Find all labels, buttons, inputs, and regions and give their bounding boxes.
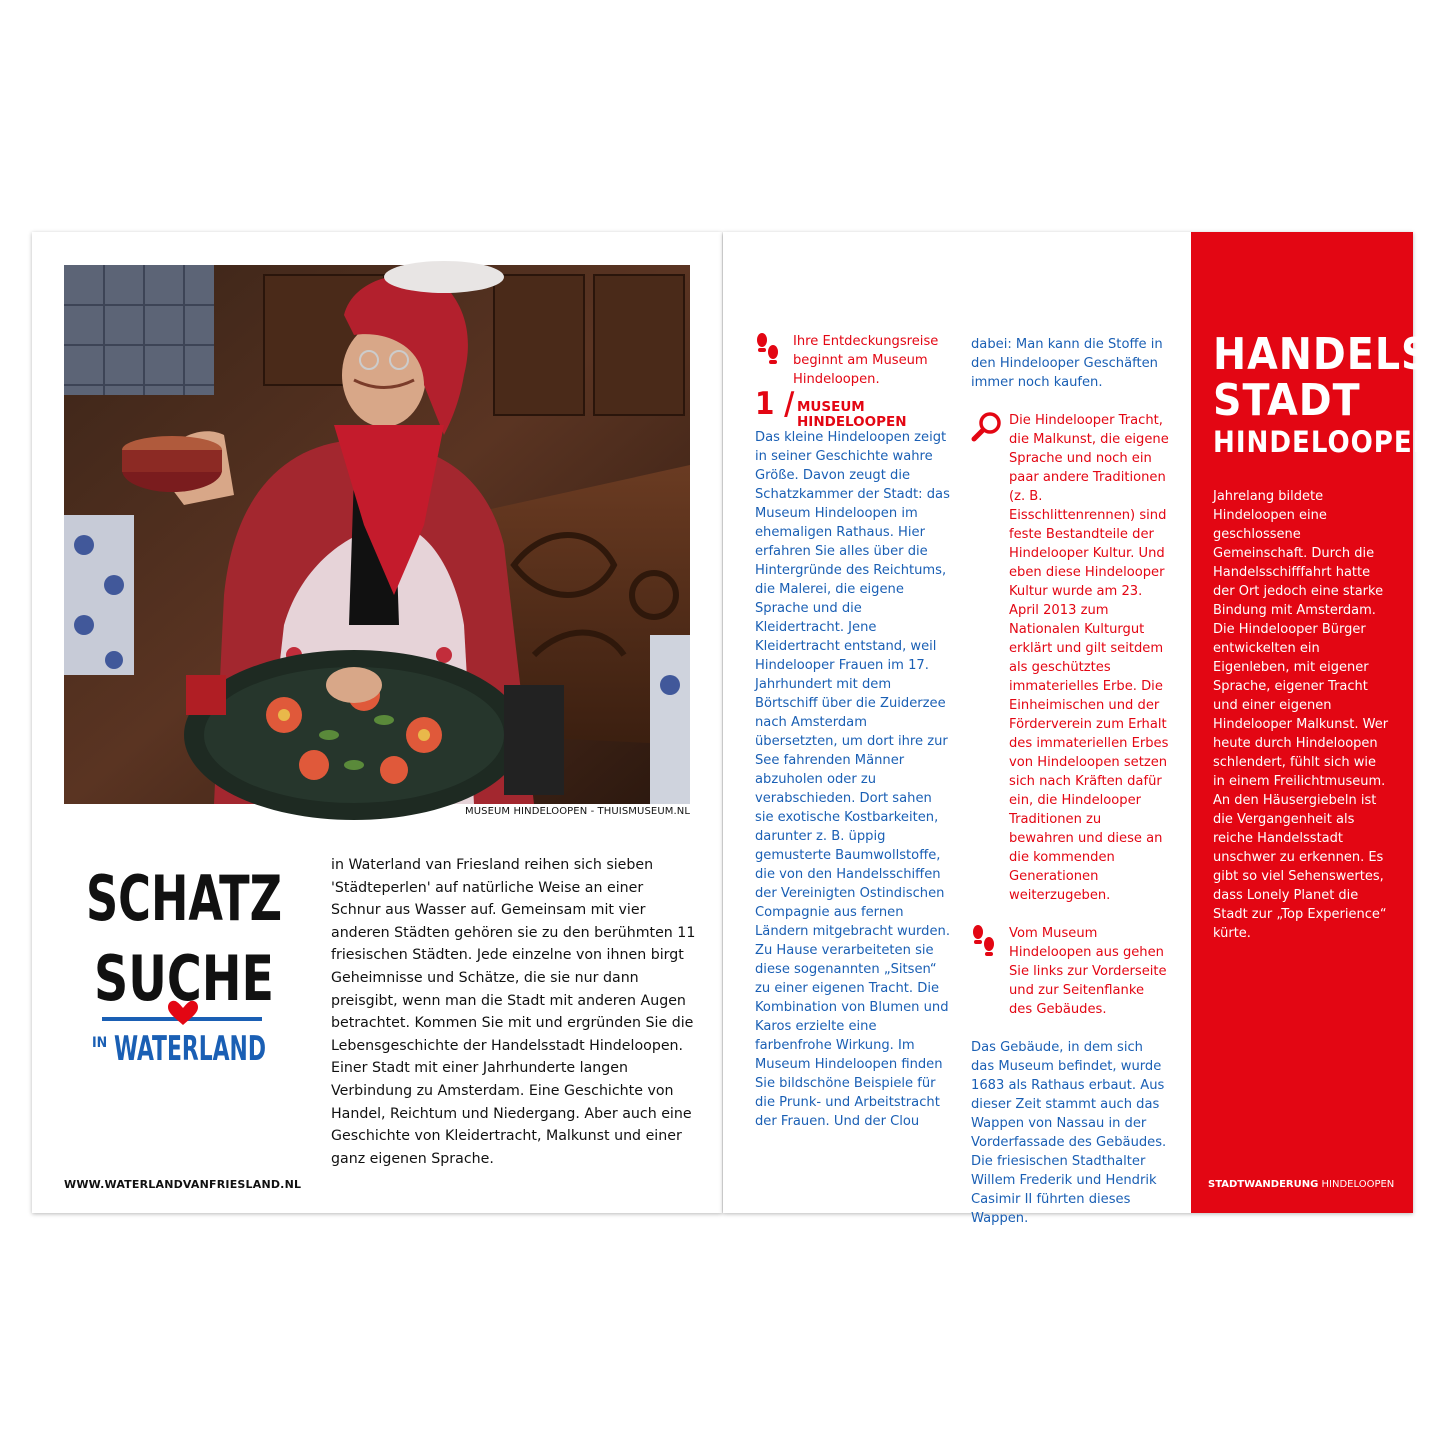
tip-tradition [971, 411, 1169, 905]
tip-direction-text: Vom Museum Hindeloopen aus gehen Sie links zur Vorderseite und zur Seitenflanke des Gebäudes. [1009, 926, 1167, 1017]
tip-tradition-text: Die Hindelooper Tracht, die Malkunst, die eigene Sprache und noch ein paar andere Traditionen (z. B. Eisschlittenrennen) sind feste Bestandteile der Hindelooper Kultur. Und eben diese Hindelooper Kultur wurde am 23. April 2013 zum Nationalen Kulturgut erklärt und gilt seitdem als geschütztes immaterielles Erbe. Die Einheimischen und der Förderverein zum Erhalt des immateriellen Erbes von Hindeloopen setzen sich nach Kräften dafür ein, die Hindelooper Traditionen zu bewahren und diese an die kommenden Generationen weiterzugeben. [1009, 413, 1169, 903]
logo-line3: WATERLAND [114, 1029, 266, 1069]
tip-start [755, 332, 950, 389]
section-heading [755, 386, 950, 430]
band-text: Jahrelang bildete Hindeloopen eine geschlossene Gemeinschaft. Durch die Handelsschifffahrt hatte der Ort jedoch eine starke Bindung mit Amsterdam. Die Hindelooper Bürger entwickelten ein Eigenleben, mit eigener Sprache, eigener Tracht und einer eigenen Hindelooper Malkunst. Wer heute durch Hindeloopen schlendert, fühlt sich wie in einem Freilichtmuseum. An den Häusergiebeln ist die Vergangenheit als reiche Handelsstadt unschwer zu erkennen. Es gibt so viel Sehenswertes, dass Lonely Planet die Stadt zur „Top Experience“ kürte. [1213, 489, 1389, 941]
left-page [32, 232, 722, 1213]
tip-direction [971, 924, 1169, 1019]
band-title-line3: HINDELOOPEN [1213, 425, 1436, 459]
band-footer [1208, 1179, 1394, 1190]
section-number: 1 / [755, 386, 795, 422]
right-page [723, 232, 1448, 1226]
museum-photo [64, 265, 690, 804]
band-footer-bold: STADTWANDERUNG [1208, 1179, 1319, 1190]
logo-prefix: IN [92, 1035, 108, 1051]
section-body-1: Das kleine Hindeloopen zeigt in seiner Geschichte wahre Größe. Davon zeugt die Schatzkammer der Stadt: das Museum Hindeloopen im ehemaligen Rathaus. Hier erfahren Sie alles über die Hintergründe des Reichtums, die Malerei, die eigene Sprache und die Kleidertracht. Jene Kleidertracht entstand, weil Hindelooper Frauen im 17. Jahrhundert mit dem Börtschiff über die Zuiderzee nach Amsterdam übersetzten, um dort ihre zur See fahrenden Männer abzuholen oder zu verabschieden. Dort sahen sie exotische Kostbarkeiten, darunter z. B. üppig gemusterte Baumwollstoffe, die von den Handelsschiffen der Vereinigten Ostindischen Compagnie aus fernen Ländern mitgebracht wurden. Zu Hause verarbeiteten sie diese sogenannten „Sitsen“ zu einer eigenen Tracht. Die Kombination von Blumen und Karos erzielte eine farbenfrohe Wirkung. Im Museum Hindeloopen finden Sie bildschöne Beispiele für die Prunk- und Arbeitstracht der Frauen. Und der Clou [755, 430, 950, 1129]
column-1 [755, 332, 950, 1131]
footsteps-icon [755, 332, 781, 368]
column-2 [971, 335, 1169, 1228]
sidebar-band [1191, 232, 1448, 1213]
logo-line1: SCHATZ [86, 862, 282, 935]
section-body-1-cont: dabei: Man kann die Stoffe in den Hindelooper Geschäften immer noch kaufen. [971, 337, 1163, 390]
band-title [1213, 329, 1448, 460]
footsteps-icon [971, 924, 997, 960]
magnifier-icon [971, 411, 1003, 443]
photo-credit: MUSEUM HINDELOOPEN - THUISMUSEUM.NL [465, 806, 690, 817]
section-body-2: Das Gebäude, in dem sich das Museum befindet, wurde 1683 als Rathaus erbaut. Aus dieser Zeit stammt auch das Wappen von Nassau in der Vorderfassade des Gebäudes. Die friesischen Stadthalter Willem Frederik und Hendrik Casimir II führten dieses Wappen. [971, 1040, 1167, 1226]
intro-text: in Waterland van Friesland reihen sich sieben 'Städteperlen' auf natürliche Weise an einer Schnur aus Wasser auf. Gemeinsam mit vier anderen Städten gehören sie zu den berühmten 11 friesischen Städten. Jede einzelne von ihnen birgt Geheimnisse und Schätze, die sie nur dann preisgibt, wenn man die Stadt mit anderen Augen betrachtet. Kommen Sie mit und ergründen Sie die Lebensgeschichte der Handelsstadt Hindeloopen. Einer Stadt mit einer Jahrhunderte langen Verbindung zu Amsterdam. Eine Geschichte von Handel, Reichtum und Niedergang. Aber auch eine Geschichte von Kleidertracht, Malkunst und einer ganz eigenen Sprache. [331, 857, 696, 1167]
tip-start-text: Ihre Entdeckungsreise beginnt am Museum Hindeloopen. [793, 334, 939, 387]
logo-line2: SUCHE [94, 942, 274, 1015]
schatzsuche-logo [84, 857, 284, 1072]
band-footer-rest: HINDELOOPEN [1321, 1179, 1395, 1190]
section-title: MUSEUM HINDELOOPEN [797, 399, 907, 430]
website-link[interactable]: WWW.WATERLANDVANFRIESLAND.NL [64, 1178, 302, 1191]
band-title-line2: STADT [1213, 375, 1361, 426]
band-title-line1: HANDELS- [1213, 329, 1448, 380]
